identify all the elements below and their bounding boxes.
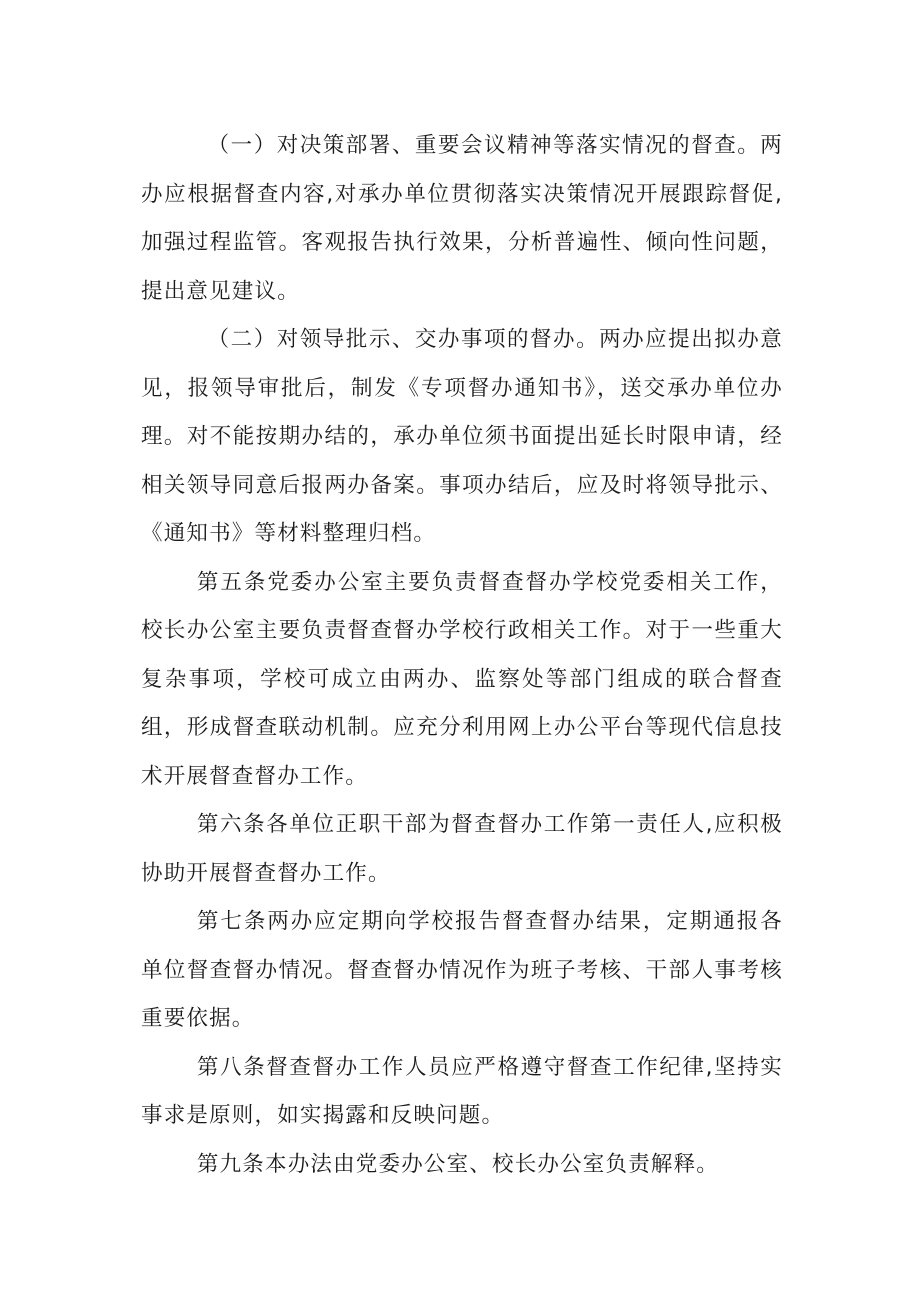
paragraph-instruction-supervision: （二）对领导批示、交办事项的督办。两办应提出拟办意见，报领导审批后，制发《专项督办通知书》，送交承办单位办理。对不能按期办结的，承办单位须书面提出延长时限申请，经相关领导同意后报两办备案。事项办结后，应及时将领导批示、《通知书》等材料整理归档。	[141, 327, 783, 546]
paragraph-article-9: 第九条本办法由党委办公室、校长办公室负责解释。	[196, 1151, 719, 1177]
paragraph-article-7: 第七条两办应定期向学校报告督查督办结果，定期通报各单位督查督办情况。督查督办情况作为班子考核、干部人事考核重要依据。	[141, 909, 783, 1031]
paragraph-article-6: 第六条各单位正职干部为督查督办工作第一责任人,应积极协助开展督查督办工作。	[141, 812, 783, 886]
paragraph-article-8: 第八条督查督办工作人员应严格遵守督查工作纪律,坚持实事求是原则，如实揭露和反映问题。	[141, 1054, 783, 1128]
paragraph-decision-supervision: （一）对决策部署、重要会议精神等落实情况的督查。两办应根据督查内容,对承办单位贯彻落实决策情况开展跟踪督促,加强过程监管。客观报告执行效果，分析普遍性、倾向性问题，提出意见建议。	[141, 133, 783, 304]
document-body	[141, 122, 783, 1189]
paragraph-article-5: 第五条党委办公室主要负责督查督办学校党委相关工作，校长办公室主要负责督查督办学校行政相关工作。对于一些重大复杂事项，学校可成立由两办、监察处等部门组成的联合督查组，形成督查联动机制。应充分利用网上办公平台等现代信息技术开展督查督办工作。	[141, 569, 783, 789]
